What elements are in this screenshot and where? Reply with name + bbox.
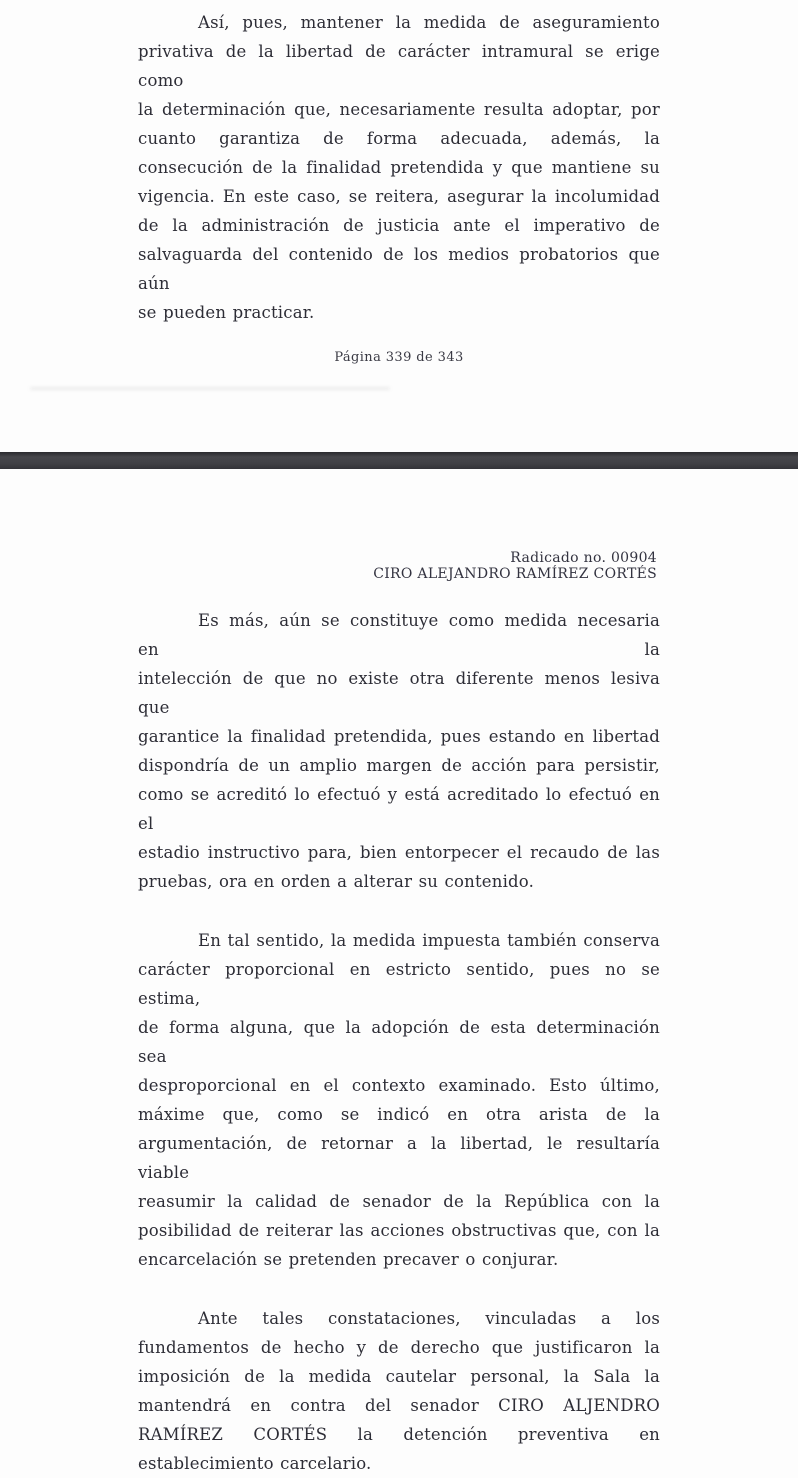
text-line: se pueden practicar.: [138, 303, 315, 322]
text-line: salvaguarda del contenido de los medios probatorios que aún: [138, 245, 660, 293]
text-line: pruebas, ora en orden a alterar su contenido.: [138, 872, 535, 891]
text-line: carácter proporcional en estricto sentido, pues no se estima,: [138, 960, 660, 1008]
paragraph: [138, 926, 660, 1274]
case-name: CIRO ALEJANDRO RAMÍREZ CORTÉS: [373, 566, 657, 582]
text-line: argumentación, de retornar a la libertad, le resultaría viable: [138, 1134, 660, 1182]
text-line: como se acreditó lo efectuó y está acreditado lo efectuó en el: [138, 785, 660, 833]
text-line: fundamentos de hecho y de derecho que justificaron la: [138, 1338, 660, 1357]
text-line: Así, pues, mantener la medida de aseguramiento: [198, 13, 660, 32]
paragraph: [138, 8, 660, 327]
page-339-content: [138, 0, 660, 367]
text-line: garantice la finalidad pretendida, pues estando en libertad: [138, 727, 660, 746]
text-line: estadio instructivo para, bien entorpecer el recaudo de las: [138, 843, 660, 862]
text-line: Ante tales constataciones, vinculadas a los: [198, 1309, 660, 1328]
text-line: imposición de la medida cautelar personal, la Sala la: [138, 1367, 660, 1386]
page-header: [0, 550, 798, 582]
paragraph: [138, 1304, 660, 1478]
page-340-content: [138, 606, 660, 1478]
text-line: En tal sentido, la medida impuesta también conserva: [198, 931, 660, 950]
text-line: vigencia. En este caso, se reitera, asegurar la incolumidad: [138, 187, 660, 206]
paragraph: [138, 606, 660, 896]
text-line: posibilidad de reiterar las acciones obstructivas que, con la: [138, 1221, 660, 1240]
text-line: mantendrá en contra del senador CIRO ALJENDRO: [138, 1396, 660, 1415]
text-line: privativa de la libertad de carácter intramural se erige como: [138, 42, 660, 90]
radicado-number: Radicado no. 00904: [510, 550, 657, 566]
text-line: consecución de la finalidad pretendida y que mantiene su: [138, 158, 660, 177]
text-line: intelección de que no existe otra diferente menos lesiva que: [138, 669, 660, 717]
text-line: de la administración de justicia ante el imperativo de: [138, 216, 660, 235]
text-line: desproporcional en el contexto examinado. Esto último,: [138, 1076, 660, 1095]
text-line: máxime que, como se indicó en otra arista de la: [138, 1105, 660, 1124]
text-line: dispondría de un amplio margen de acción para persistir,: [138, 756, 660, 775]
text-line: encarcelación se pretenden precaver o conjurar.: [138, 1250, 559, 1269]
text-line: Es más, aún se constituye como medida necesaria en la: [138, 611, 660, 659]
text-line: cuanto garantiza de forma adecuada, además, la: [138, 129, 660, 148]
text-line: de forma alguna, que la adopción de esta determinación sea: [138, 1018, 660, 1066]
text-line: reasumir la calidad de senador de la República con la: [138, 1192, 660, 1211]
text-line: la determinación que, necesariamente resulta adoptar, por: [138, 100, 660, 119]
text-line: establecimiento carcelario.: [138, 1454, 372, 1473]
page-break-band: [0, 452, 798, 469]
text-line: RAMÍREZ CORTÉS la detención preventiva en: [138, 1425, 660, 1444]
page-number-footer: Página 339 de 343: [334, 350, 464, 365]
scan-artifact: [30, 387, 390, 390]
